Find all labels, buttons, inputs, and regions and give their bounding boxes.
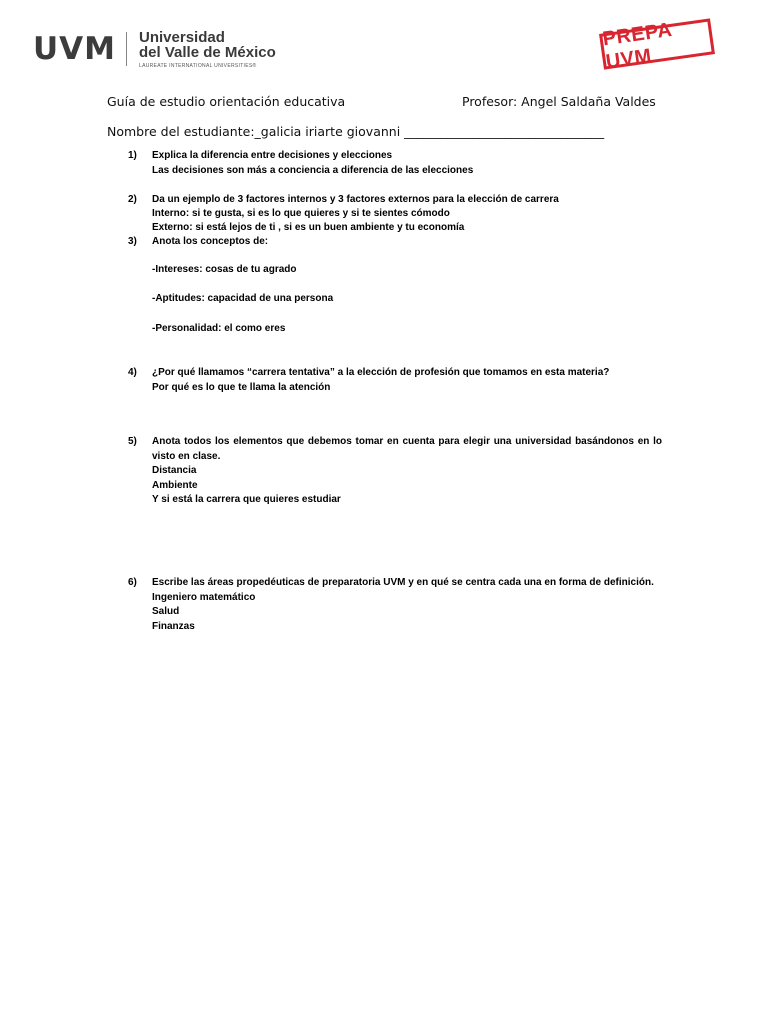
guide-title: Guía de estudio orientación educativa [107, 94, 346, 109]
answer-internal: Interno: si te gusta, si es lo que quieres y si te sientes cómodo [152, 208, 450, 219]
question-text: Anota los conceptos de: [152, 236, 269, 247]
answer-external: Externo: si está lejos de ti , si es un buen ambiente y tu economía [152, 222, 465, 233]
concept-intereses: -Intereses: cosas de tu agrado [152, 264, 297, 275]
uvm-logo [33, 28, 276, 69]
uvm-logo-mark: UVM [33, 31, 117, 67]
student-name: Nombre del estudiante:_galicia iriarte giovanni ________________________________ [107, 124, 605, 139]
laureate-tagline: LAUREATE INTERNATIONAL UNIVERSITIES® [139, 62, 257, 69]
concept-aptitudes: -Aptitudes: capacidad de una persona [152, 293, 334, 304]
teacher-name: Profesor: Angel Saldaña Valdes [462, 94, 656, 109]
answer-distancia: Distancia [152, 465, 197, 476]
question-number: 3) [128, 236, 137, 247]
question-number: 2) [128, 194, 137, 205]
question-text: Escribe las áreas propedéuticas de preparatoria UVM y en qué se centra cada una en forma de definición. [152, 577, 654, 588]
stamp-text: PREPA UVM [601, 18, 673, 74]
question-text: Explica la diferencia entre decisiones y elecciones [152, 150, 393, 161]
area-ingeniero: Ingeniero matemático [152, 591, 256, 603]
concept-personalidad: -Personalidad: el como eres [152, 323, 286, 334]
logo-divider [126, 32, 127, 66]
question-text: Anota todos los elementos que debemos tomar en cuenta para elegir una universidad basándonos en lo visto en clase. [152, 436, 662, 462]
university-name [139, 30, 276, 69]
answer-text: Las decisiones son más a conciencia a diferencia de las elecciones [152, 164, 474, 176]
question-number: 5) [128, 436, 137, 447]
question-text: ¿Por qué llamamos “carrera tentativa” a la elección de profesión que tomamos en esta materia? [152, 367, 610, 378]
question-number: 6) [128, 577, 137, 588]
answer-ambiente: Ambiente [152, 479, 198, 491]
answer-text: Por qué es lo que te llama la atención [152, 381, 331, 393]
answer-carrera: Y si está la carrera que quieres estudiar [152, 494, 341, 505]
university-name-line2: del Valle de México [139, 43, 276, 61]
question-number: 1) [128, 150, 137, 161]
area-finanzas: Finanzas [152, 620, 195, 632]
university-name-line1: Universidad [139, 28, 225, 46]
area-salud: Salud [152, 606, 180, 617]
question-number: 4) [128, 367, 137, 378]
prepa-uvm-stamp [599, 18, 715, 74]
question-text: Da un ejemplo de 3 factores internos y 3 factores externos para la elección de carrera [152, 194, 559, 205]
